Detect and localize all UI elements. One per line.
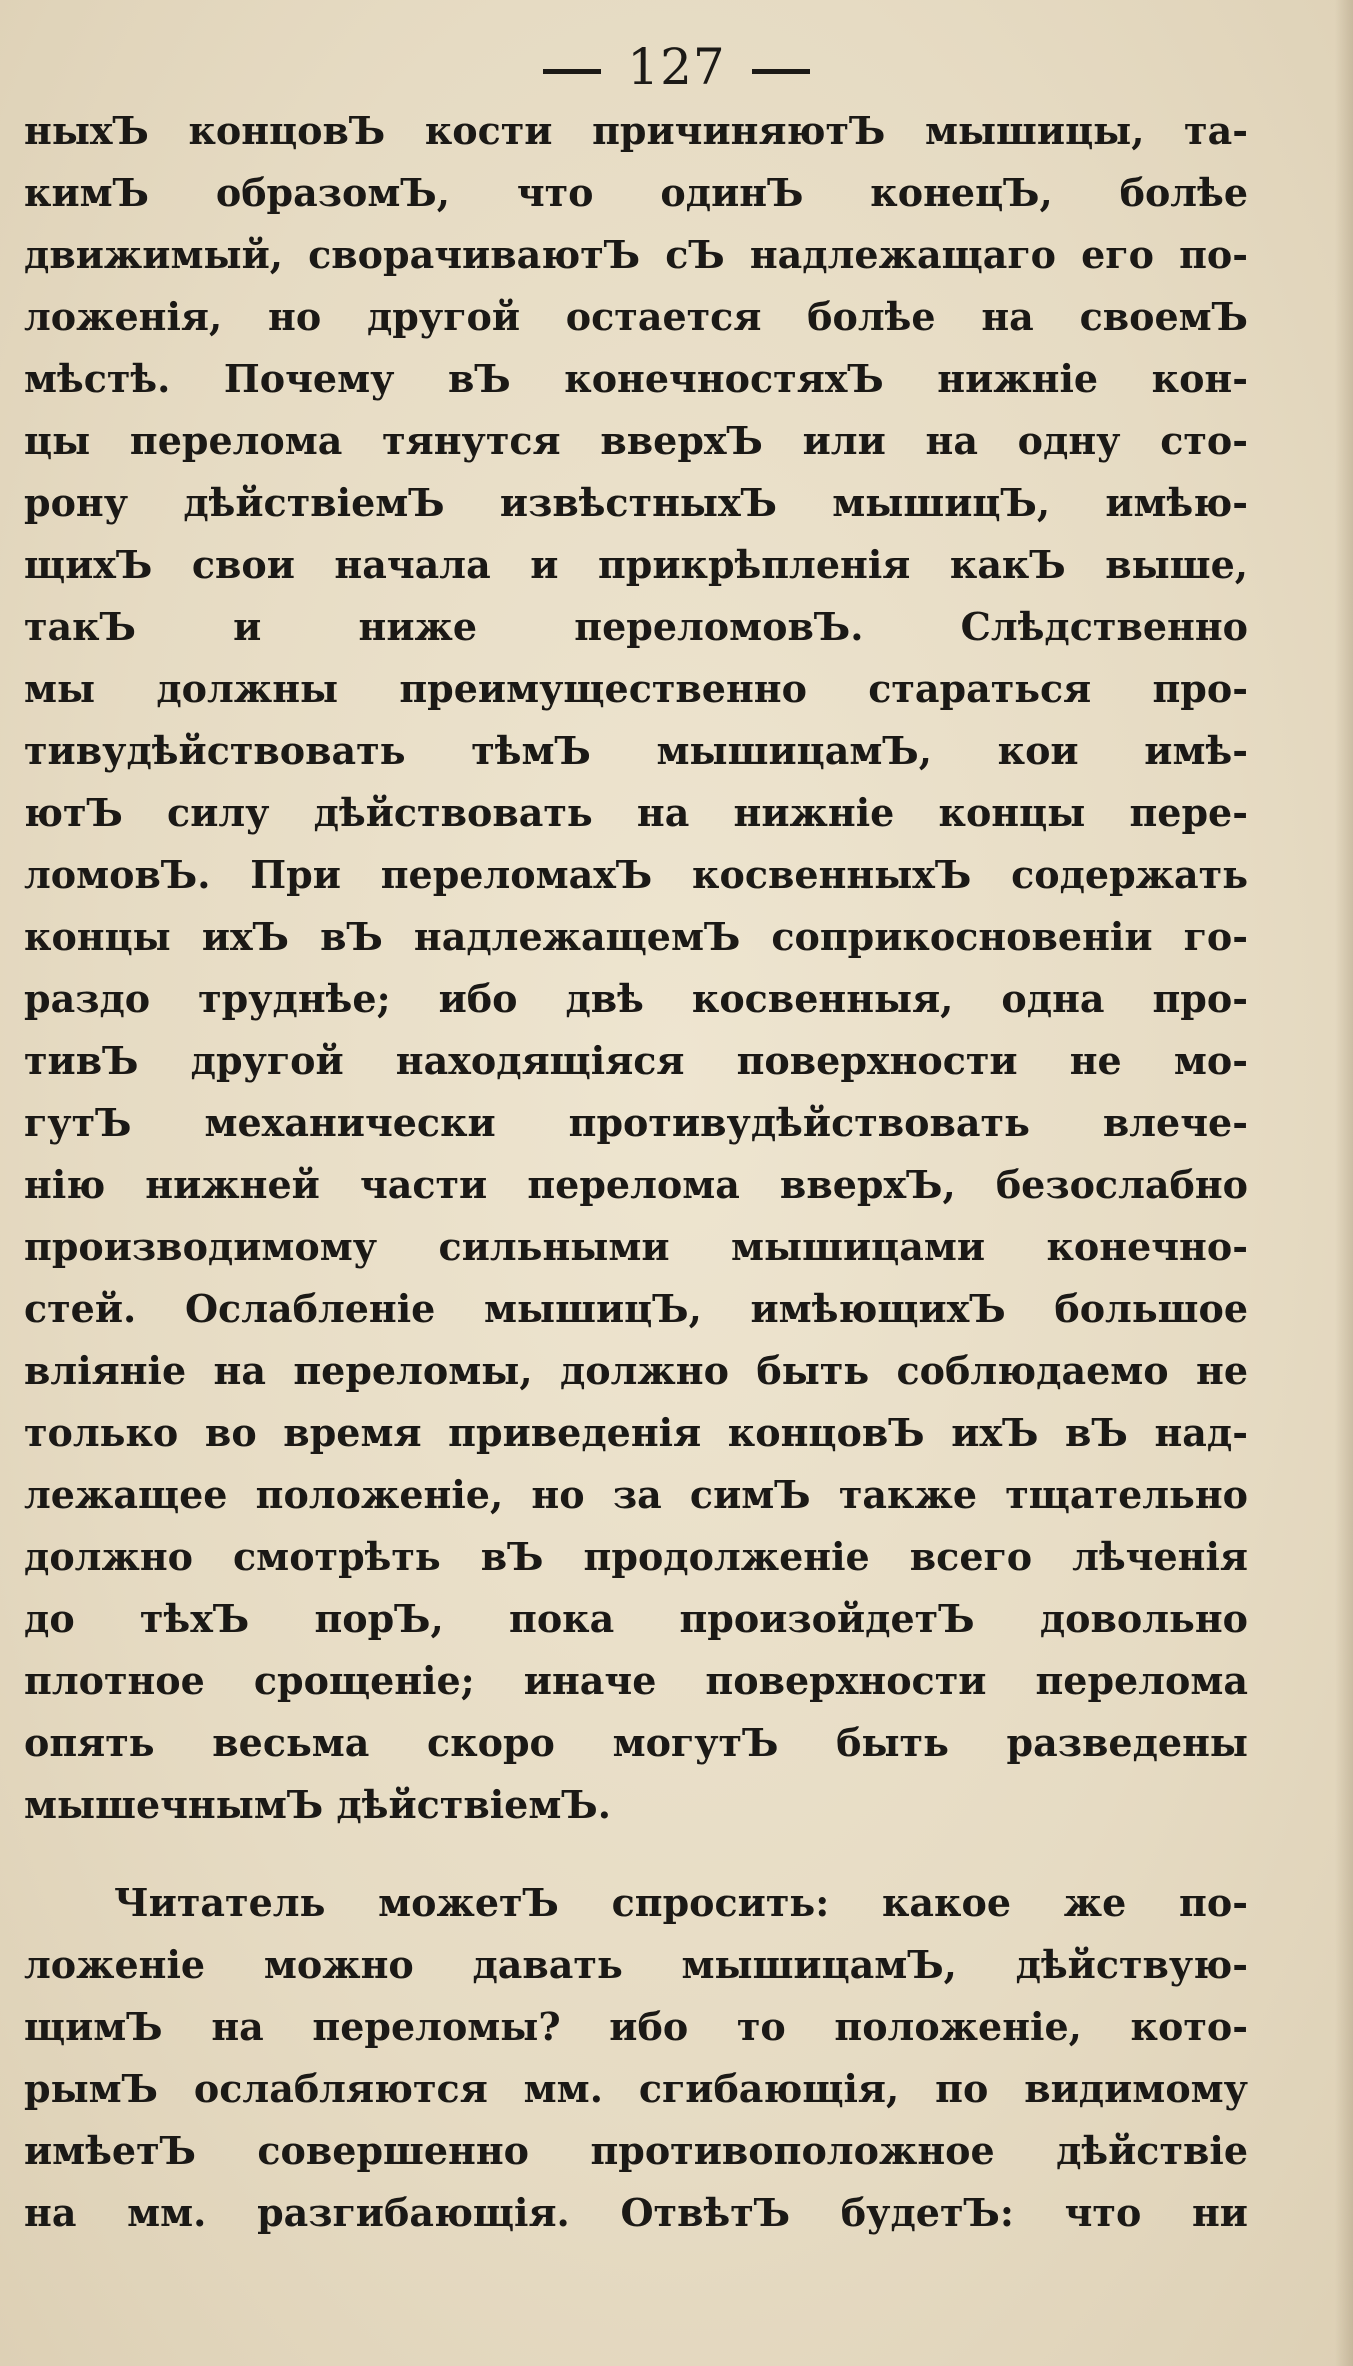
- text-line: тивЪ другой находящіяся поверхности не мо-: [24, 1038, 1248, 1083]
- text-line: цы перелома тянутся вверхЪ или на одну сто-: [24, 418, 1248, 463]
- body-text: [24, 100, 1248, 2244]
- text-line: до тѣхЪ порЪ, пока произойдетЪ довольно: [24, 1596, 1248, 1641]
- text-line: лежащее положеніе, но за симЪ также тщательно: [24, 1472, 1248, 1517]
- text-line: на мм. разгибающія. ОтвѣтЪ будетЪ: что ни: [24, 2190, 1248, 2235]
- page-number-header: [0, 38, 1353, 96]
- text-line: щихЪ свои начала и прикрѣпленія какЪ выше,: [24, 542, 1248, 587]
- text-line: опять весьма скоро могутЪ быть разведены: [24, 1720, 1248, 1765]
- text-line: кимЪ образомЪ, что одинЪ конецЪ, болѣе: [24, 170, 1248, 215]
- text-line: производимому сильными мышицами конечно-: [24, 1224, 1248, 1269]
- text-line: ложеніе можно давать мышицамЪ, дѣйствую-: [24, 1942, 1248, 1987]
- text-line: только во время приведенія концовЪ ихЪ вЪ над-: [24, 1410, 1248, 1455]
- text-line: плотное срощеніе; иначе поверхности перелома: [24, 1658, 1248, 1703]
- text-line: гутЪ механически противудѣйствовать влече-: [24, 1100, 1248, 1145]
- text-line: щимЪ на переломы? ибо то положеніе, кото-: [24, 2004, 1248, 2049]
- paragraph-gap: [24, 1836, 1248, 1872]
- text-line: концы ихЪ вЪ надлежащемЪ соприкосновеніи го-: [24, 914, 1248, 959]
- text-line: движимый, сворачиваютЪ сЪ надлежащаго его по-: [24, 232, 1248, 277]
- page-edge-shadow: [1335, 0, 1353, 2366]
- text-line: мѣстѣ. Почему вЪ конечностяхЪ нижніе кон-: [24, 356, 1248, 401]
- text-line: рымЪ ослабляются мм. сгибающія, по видимому: [24, 2066, 1248, 2111]
- right-dash-ornament: [752, 69, 810, 74]
- paragraph-1: [24, 100, 1248, 1836]
- text-line: имѣетЪ совершенно противоположное дѣйствіе: [24, 2128, 1248, 2173]
- text-line: должно смотрѣть вЪ продолженіе всего лѣченія: [24, 1534, 1248, 1579]
- text-line: тивудѣйствовать тѣмЪ мышицамЪ, кои имѣ-: [24, 728, 1248, 773]
- left-dash-ornament: [543, 69, 601, 74]
- page-number: 127: [627, 38, 726, 96]
- text-line: раздо труднѣе; ибо двѣ косвенныя, одна про-: [24, 976, 1248, 1021]
- text-line: такЪ и ниже переломовЪ. Слѣдственно: [24, 604, 1248, 649]
- text-line: стей. Ослабленіе мышицЪ, имѣющихЪ большое: [24, 1286, 1248, 1331]
- text-line: ложенія, но другой остается болѣе на своемЪ: [24, 294, 1248, 339]
- text-line: мы должны преимущественно стараться про-: [24, 666, 1248, 711]
- text-line: ютЪ силу дѣйствовать на нижніе концы пере-: [24, 790, 1248, 835]
- paragraph-2: [24, 1872, 1248, 2244]
- text-line: нію нижней части перелома вверхЪ, безослабно: [24, 1162, 1248, 1207]
- text-line: вліяніе на переломы, должно быть соблюдаемо не: [24, 1348, 1248, 1393]
- text-line: мышечнымЪ дѣйствіемЪ.: [24, 1782, 611, 1827]
- text-line: рону дѣйствіемЪ извѣстныхЪ мышицЪ, имѣю-: [24, 480, 1248, 525]
- text-line: ломовЪ. При переломахЪ косвенныхЪ содержать: [24, 852, 1248, 897]
- text-line: Читатель можетЪ спросить: какое же по-: [114, 1880, 1248, 1925]
- text-line: ныхЪ концовЪ кости причиняютЪ мышицы, та-: [24, 108, 1248, 153]
